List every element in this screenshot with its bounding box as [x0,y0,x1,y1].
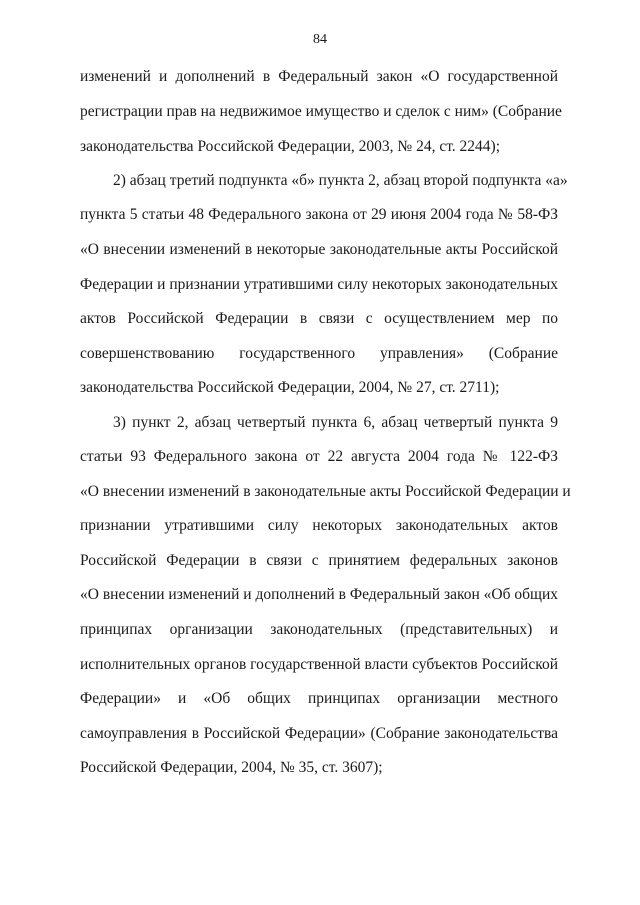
paragraph-3-line-8: исполнительных органов государственной власти субъектов Российской [80,656,558,673]
paragraph-2-line-3: «О внесении изменений в некоторые законодательные акты Российской [80,241,558,258]
paragraph-2-line-4: Федерации и признании утратившими силу некоторых законодательных [80,276,558,293]
paragraph-3-line-6: «О внесении изменений и дополнений в Федеральный закон «Об общих [80,586,558,603]
paragraph-3-line-9: Федерации» и «Об общих принципах организации местного [80,690,558,707]
paragraph-1-line-1: изменений и дополнений в Федеральный закон «О государственной [80,68,558,85]
paragraph-3-line-4: признании утратившими силу некоторых законодательных актов [80,517,558,534]
paragraph-3-line-7: принципах организации законодательных (представительных) и [80,621,558,638]
paragraph-3-line-3: «О внесении изменений в законодательные акты Российской Федерации и [80,483,571,500]
paragraph-3-line-10: самоуправления в Российской Федерации» (Собрание законодательства [80,725,558,742]
paragraph-1-line-2: регистрации прав на недвижимое имущество и сделок с ним» (Собрание [80,103,562,120]
paragraph-3-line-1: 3) пункт 2, абзац четвертый пункта 6, абзац четвертый пункта 9 [113,414,558,431]
paragraph-2-line-5: актов Российской Федерации в связи с осуществлением мер по [80,310,558,327]
paragraph-3-line-5: Российской Федерации в связи с принятием федеральных законов [80,552,558,569]
page-number: 84 [313,32,327,47]
paragraph-2-line-2: пункта 5 статьи 48 Федерального закона от 29 июня 2004 года № 58-ФЗ [80,206,558,223]
paragraph-1-line-3: законодательства Российской Федерации, 2003, № 24, ст. 2244); [80,138,501,155]
paragraph-2-line-7: законодательства Российской Федерации, 2004, № 27, ст. 2711); [80,379,500,396]
paragraph-2-line-1: 2) абзац третий подпункта «б» пункта 2, абзац второй подпункта «а» [113,172,568,189]
paragraph-2-line-6: совершенствованию государственного управления» (Собрание [80,345,558,362]
paragraph-3-line-11: Российской Федерации, 2004, № 35, ст. 3607); [80,759,383,776]
paragraph-3-line-2: статьи 93 Федерального закона от 22 августа 2004 года № 122-ФЗ [80,448,558,465]
